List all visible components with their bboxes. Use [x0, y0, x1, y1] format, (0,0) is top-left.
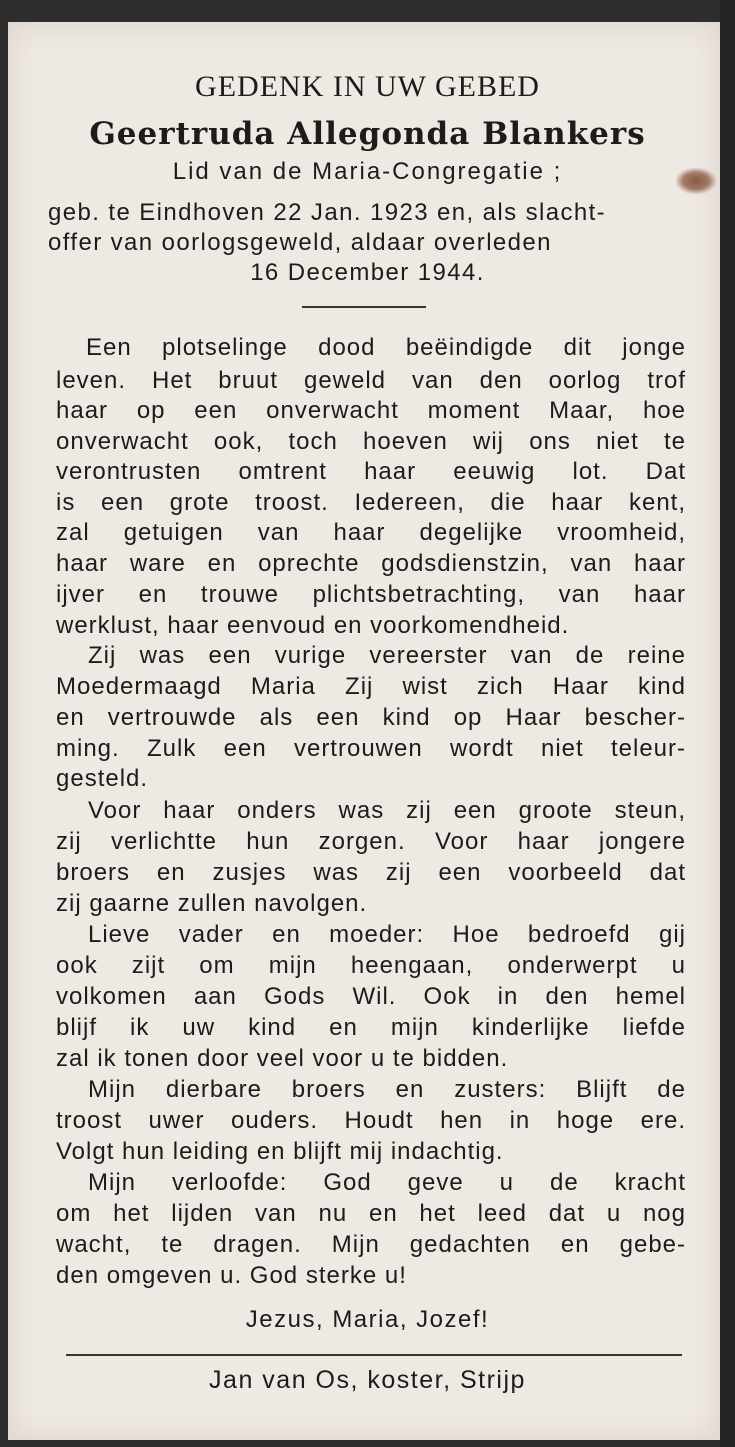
body-line: gesteld. — [56, 765, 149, 792]
body-line: Mijn verloofde: God geve u de kracht — [88, 1169, 686, 1196]
body-line: ijver en trouwe plichtsbetrachting, van haar — [56, 581, 686, 608]
long-divider — [66, 1354, 682, 1356]
death-line: offer van oorlogsgeweld, aldaar overleden — [48, 229, 552, 256]
body-line: Moedermaagd Maria Zij wist zich Haar kind — [56, 673, 686, 700]
printer-credit: Jan van Os, koster, Strijp — [209, 1366, 526, 1394]
body-line: is een grote troost. Iedereen, die haar kent, — [56, 489, 686, 516]
body-line: wacht, te dragen. Mijn gedachten en gebe- — [56, 1231, 686, 1258]
body-line: onverwacht ook, toch hoeven wij ons niet te — [56, 428, 686, 455]
body-line: blijf ik uw kind en mijn kinderlijke liefde — [56, 1014, 686, 1041]
body-line: en vertrouwde als een kind op Haar bescher- — [56, 704, 686, 731]
body-line: haar ware en oprechte godsdienstzin, van haar — [56, 550, 686, 577]
body-line: Een plotselinge dood beëindigde dit jonge — [86, 334, 686, 361]
death-date-line: 16 December 1944. — [250, 259, 485, 286]
body-line: Lieve vader en moeder: Hoe bedroefd gij — [88, 921, 686, 948]
deceased-name: Geertruda Allegonda Blankers — [89, 116, 646, 152]
body-line: om het lijden van nu en het leed dat u nog — [56, 1200, 686, 1227]
closing-prayer: Jezus, Maria, Jozef! — [245, 1306, 490, 1333]
card-heading: GEDENK IN UW GEBED — [195, 70, 540, 103]
body-line: Volgt hun leiding en blijft mij indachtig. — [56, 1138, 504, 1165]
short-divider — [302, 306, 426, 308]
body-line: haar op een onverwacht moment Maar, hoe — [56, 397, 686, 424]
body-line: zal getuigen van haar degelijke vroomheid, — [56, 519, 686, 546]
body-line: werklust, haar eenvoud en voorkomendheid. — [56, 612, 570, 639]
body-line: broers en zusjes was zij een voorbeeld dat — [56, 859, 686, 886]
body-line: den omgeven u. God sterke u! — [56, 1262, 407, 1289]
card-shadow-edge — [720, 0, 735, 1447]
birth-line: geb. te Eindhoven 22 Jan. 1923 en, als slacht- — [48, 199, 607, 226]
body-line: volkomen aan Gods Wil. Ook in den hemel — [56, 983, 686, 1010]
membership-line: Lid van de Maria-Congregatie ; — [172, 158, 563, 185]
body-line: ming. Zulk een vertrouwen wordt niet teleur- — [56, 735, 686, 762]
body-line: Zij was een vurige vereerster van de reine — [88, 642, 686, 669]
body-line: Voor haar onders was zij een groote steun, — [88, 797, 686, 824]
body-line: zal ik tonen door veel voor u te bidden. — [56, 1045, 509, 1072]
body-line: ook zijt om mijn heengaan, onderwerpt u — [56, 952, 686, 979]
body-line: Mijn dierbare broers en zusters: Blijft de — [88, 1076, 686, 1103]
body-line: zij gaarne zullen navolgen. — [56, 890, 368, 917]
body-line: zij verlichtte hun zorgen. Voor haar jongere — [56, 828, 686, 855]
body-line: verontrusten omtrent haar eeuwig lot. Dat — [56, 458, 686, 485]
body-line: troost uwer ouders. Houdt hen in hoge ere. — [56, 1107, 686, 1134]
body-line: leven. Het bruut geweld van den oorlog trof — [56, 367, 686, 394]
